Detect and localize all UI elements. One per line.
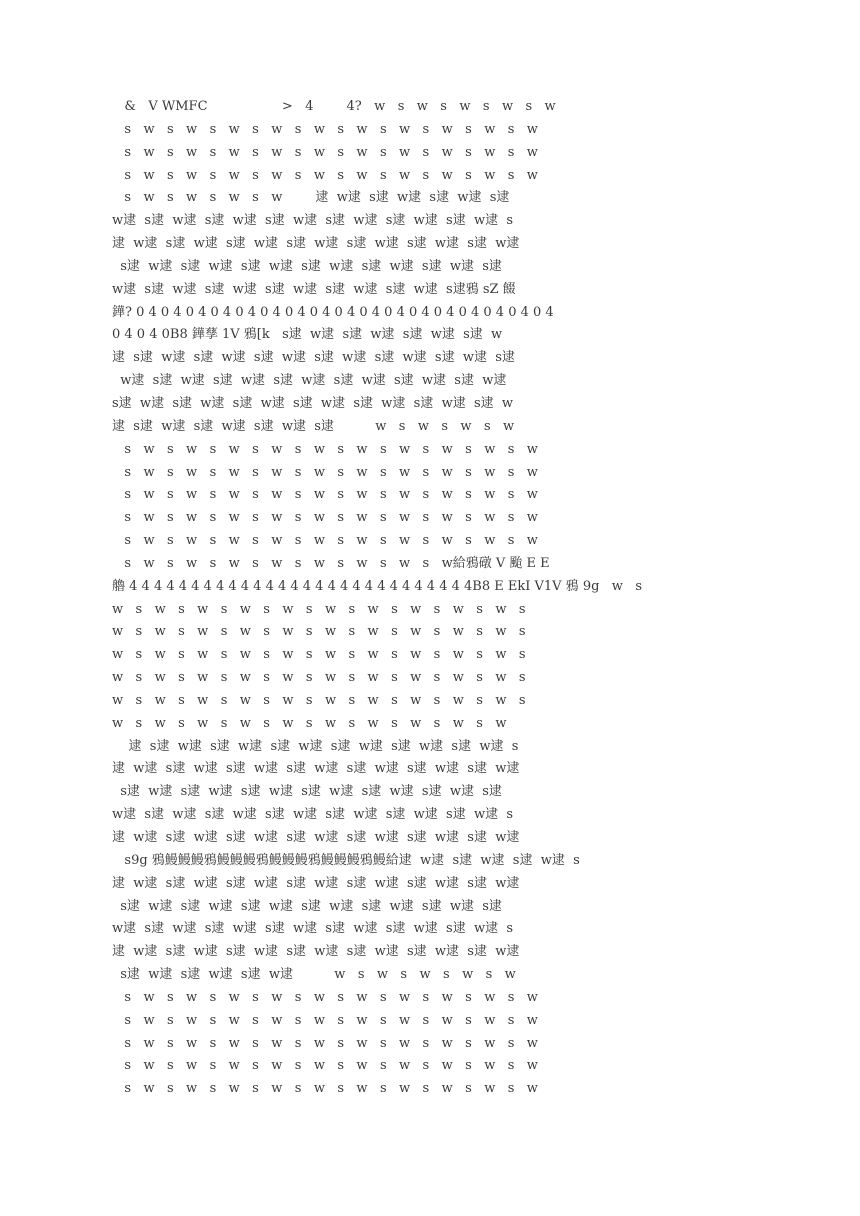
text-line: w s w s w s w s w s w s w s w s w s w s	[112, 670, 526, 686]
text-line: s w s w s w s w s w s w s w s w s w s w	[112, 144, 538, 160]
text-line: s w s w s w s w s w s w s w s w s w s w	[112, 510, 538, 526]
text-line: 逮 w逮 s逮 w逮 s逮 w逮 s逮 w逮 s逮 w逮 s逮 w逮 s逮 w逮	[112, 236, 520, 252]
text-line: 逮 w逮 s逮 w逮 s逮 w逮 s逮 w逮 s逮 w逮 s逮 w逮 s逮 w逮	[112, 830, 520, 845]
text-line: s w s w s w s w s w s w s w s w s w s w	[112, 1081, 538, 1097]
text-line: s w s w s w s w 逮 w逮 s逮 w逮 s逮 w逮 s逮	[112, 190, 510, 206]
text-line: w逮 s逮 w逮 s逮 w逮 s逮 w逮 s逮 w逮 s逮 w逮 s逮 w逮 s	[112, 807, 514, 823]
text-line: s逮 w逮 s逮 w逮 s逮 w逮 s逮 w逮 s逮 w逮 s逮 w逮 s逮 w	[112, 395, 514, 411]
text-line: w s w s w s w s w s w s w s w s w s w s	[112, 624, 526, 640]
text-line: 逮 w逮 s逮 w逮 s逮 w逮 s逮 w逮 s逮 w逮 s逮 w逮 s逮 w逮	[112, 875, 520, 891]
text-line: w s w s w s w s w s w s w s w s w s w s	[112, 601, 526, 617]
text-line: s w s w s w s w s w s w s w s w s w s w	[112, 167, 538, 183]
text-line: s w s w s w s w s w s w s w s w s w s w	[112, 989, 538, 1005]
text-line: s w s w s w s w s w s w s w s w s w s w	[112, 1012, 538, 1028]
text-line: s w s w s w s w s w s w s w s w s w s w	[112, 441, 538, 457]
text-line: s w s w s w s w s w s w s w s w s w s w	[112, 1058, 538, 1074]
text-line: s逮 w逮 s逮 w逮 s逮 w逮 w s w s w s w s w	[112, 967, 516, 983]
text-line: s w s w s w s w s w s w s w s w s w s w	[112, 1035, 538, 1051]
text-line: w逮 s逮 w逮 s逮 w逮 s逮 w逮 s逮 w逮 s逮 w逮 s逮 w逮	[112, 373, 507, 389]
text-line: w逮 s逮 w逮 s逮 w逮 s逮 w逮 s逮 w逮 s逮 w逮 s逮 w逮 s	[112, 213, 514, 229]
text-line: 艪 4 4 4 4 4 4 4 4 4 4 4 4 4 4 4 4 4 4 4 4 4 4 4 4 4 4 4 4B8 E EkI V1V 鴉 9g w s	[112, 578, 643, 594]
text-line: s逮 w逮 s逮 w逮 s逮 w逮 s逮 w逮 s逮 w逮 s逮 w逮 s逮	[112, 258, 502, 274]
text-line: 0 4 0 4 0B8 鏵孶 1V 鴉[k s逮 w逮 s逮 w逮 s逮 w逮 s逮 w	[112, 327, 503, 343]
text-line: 逮 s逮 w逮 s逮 w逮 s逮 w逮 s逮 w逮 s逮 w逮 s逮 w逮 s逮	[112, 350, 515, 366]
text-line: s逮 w逮 s逮 w逮 s逮 w逮 s逮 w逮 s逮 w逮 s逮 w逮 s逮	[112, 784, 502, 800]
text-line: w s w s w s w s w s w s w s w s w s w	[112, 715, 507, 731]
text-line: s w s w s w s w s w s w s w s w s w s w	[112, 487, 538, 503]
text-line: 逮 w逮 s逮 w逮 s逮 w逮 s逮 w逮 s逮 w逮 s逮 w逮 s逮 w逮	[112, 944, 520, 960]
text-line: 逮 w逮 s逮 w逮 s逮 w逮 s逮 w逮 s逮 w逮 s逮 w逮 s逮 w逮	[112, 761, 520, 777]
text-line: 逮 s逮 w逮 s逮 w逮 s逮 w逮 s逮 w逮 s逮 w逮 s逮 w逮 s	[112, 738, 519, 754]
text-line: s w s w s w s w s w s w s w s w s w s w	[112, 121, 538, 137]
text-line: s w s w s w s w s w s w s w s w s w s w	[112, 533, 538, 549]
garbled-text-block	[112, 96, 752, 1101]
text-line: 鏵? 0 4 0 4 0 4 0 4 0 4 0 4 0 4 0 4 0 4 0 4 0 4 0 4 0 4 0 4 0 4 0 4 0 4	[112, 304, 554, 320]
text-line: & V WMFC > 4 4? w s w s w s w s w	[112, 99, 556, 114]
text-line: s逮 w逮 s逮 w逮 s逮 w逮 s逮 w逮 s逮 w逮 s逮 w逮 s逮	[112, 898, 502, 914]
text-line: w s w s w s w s w s w s w s w s w s w s	[112, 692, 526, 708]
text-line: 逮 s逮 w逮 s逮 w逮 s逮 w逮 s逮 w s w s w s w	[112, 418, 515, 434]
text-line: s w s w s w s w s w s w s w s w s w s w	[112, 464, 538, 480]
text-line: w逮 s逮 w逮 s逮 w逮 s逮 w逮 s逮 w逮 s逮 w逮 s逮鴉 sZ 餟	[112, 281, 516, 297]
text-line: w逮 s逮 w逮 s逮 w逮 s逮 w逮 s逮 w逮 s逮 w逮 s逮 w逮 s	[112, 921, 514, 937]
text-line: s w s w s w s w s w s w s w s w給鴉礅 V 颱 E E	[112, 555, 550, 571]
text-line: w s w s w s w s w s w s w s w s w s w s	[112, 647, 526, 663]
text-line: s9g 鴉鰻鰻鰻鴉鰻鰻鰻鴉鰻鰻鰻鴉鰻鰻鰻鴉鰻給逮 w逮 s逮 w逮 s逮 w逮 s	[112, 852, 580, 868]
